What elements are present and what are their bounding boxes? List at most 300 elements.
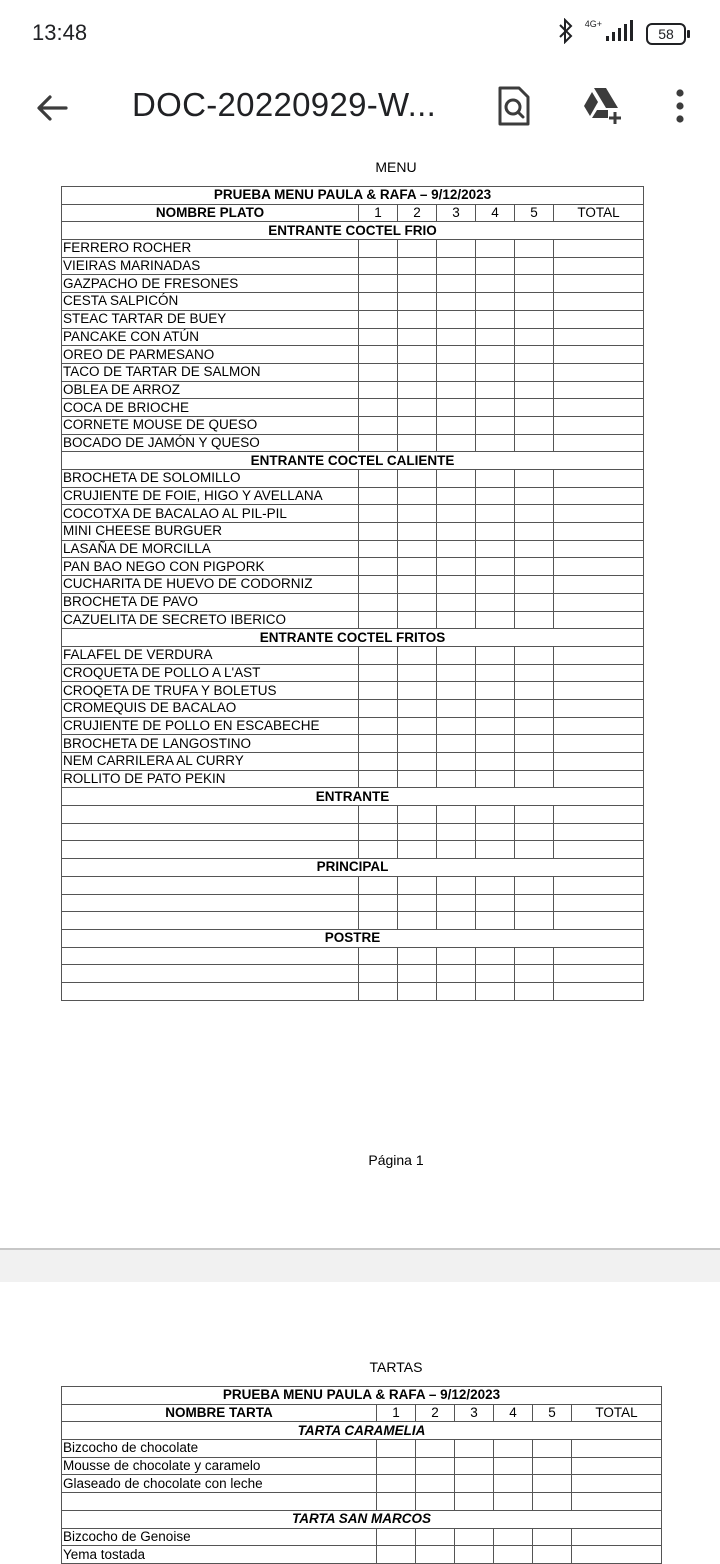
dish-name <box>62 823 359 841</box>
score-cell <box>398 240 437 258</box>
table-row <box>62 593 644 611</box>
score-cell <box>398 293 437 311</box>
dish-name <box>62 894 359 912</box>
score-cell <box>515 505 554 523</box>
score-cell <box>515 876 554 894</box>
dish-name: OBLEA DE ARROZ <box>62 381 359 399</box>
score-cell <box>533 1493 572 1511</box>
total-cell <box>554 965 644 983</box>
score-cell <box>437 310 476 328</box>
table-row <box>62 699 644 717</box>
score-cell <box>437 593 476 611</box>
score-cell <box>515 646 554 664</box>
signal-icon <box>604 20 636 47</box>
score-cell <box>437 876 476 894</box>
app-bar <box>0 66 720 157</box>
table-row <box>62 310 644 328</box>
page-header-menu: MENU <box>375 159 417 175</box>
score-cell <box>398 257 437 275</box>
table-row <box>62 965 644 983</box>
score-cell <box>437 646 476 664</box>
dish-name: BOCADO DE JAMÓN Y QUESO <box>62 434 359 452</box>
score-cell <box>476 257 515 275</box>
score-cell <box>437 576 476 594</box>
score-cell <box>515 965 554 983</box>
dish-name: LASAÑA DE MORCILLA <box>62 540 359 558</box>
more-vert-icon <box>674 88 686 124</box>
score-cell <box>515 611 554 629</box>
score-cell <box>476 611 515 629</box>
total-cell <box>554 487 644 505</box>
table-row <box>62 346 644 364</box>
total-cell <box>554 416 644 434</box>
score-cell <box>359 346 398 364</box>
dish-name: FERRERO ROCHER <box>62 240 359 258</box>
section-row <box>62 929 644 947</box>
score-cell <box>359 965 398 983</box>
column-header-5: 5 <box>515 204 554 222</box>
score-cell <box>437 275 476 293</box>
score-cell <box>476 823 515 841</box>
table-row <box>62 664 644 682</box>
total-cell <box>554 540 644 558</box>
score-cell <box>455 1493 494 1511</box>
table-row <box>62 770 644 788</box>
score-cell <box>476 576 515 594</box>
dish-name: CROQETA DE TRUFA Y BOLETUS <box>62 682 359 700</box>
dish-name <box>62 912 359 930</box>
score-cell <box>359 841 398 859</box>
score-cell <box>416 1457 455 1475</box>
score-cell <box>515 275 554 293</box>
score-cell <box>416 1475 455 1493</box>
table-row <box>62 1528 662 1546</box>
score-cell <box>476 806 515 824</box>
score-cell <box>476 275 515 293</box>
score-cell <box>398 841 437 859</box>
score-cell <box>476 876 515 894</box>
section-row <box>62 788 644 806</box>
tartas-table <box>61 1386 662 1564</box>
score-cell <box>437 399 476 417</box>
dish-name: CROMEQUIS DE BACALAO <box>62 699 359 717</box>
score-cell <box>359 611 398 629</box>
score-cell <box>359 310 398 328</box>
score-cell <box>437 894 476 912</box>
score-cell <box>476 558 515 576</box>
table-row <box>62 682 644 700</box>
score-cell <box>359 505 398 523</box>
table-row <box>62 735 644 753</box>
status-time: 13:48 <box>32 20 88 45</box>
score-cell <box>398 328 437 346</box>
score-cell <box>515 523 554 541</box>
score-cell <box>515 310 554 328</box>
score-cell <box>359 646 398 664</box>
table-title-row <box>62 187 644 205</box>
score-cell <box>437 363 476 381</box>
table-row <box>62 399 644 417</box>
score-cell <box>437 257 476 275</box>
dish-name <box>62 1493 377 1511</box>
total-cell <box>554 646 644 664</box>
table-row <box>62 982 644 1000</box>
score-cell <box>455 1457 494 1475</box>
score-cell <box>533 1475 572 1493</box>
score-cell <box>515 576 554 594</box>
score-cell <box>359 717 398 735</box>
back-button[interactable] <box>30 86 74 130</box>
score-cell <box>398 363 437 381</box>
total-cell <box>554 434 644 452</box>
table-row <box>62 841 644 859</box>
table-row <box>62 912 644 930</box>
score-cell <box>359 257 398 275</box>
score-cell <box>377 1493 416 1511</box>
score-cell <box>476 540 515 558</box>
document-viewer[interactable] <box>0 156 720 1560</box>
dish-name <box>62 965 359 983</box>
score-cell <box>533 1440 572 1458</box>
dish-name: Mousse de chocolate y caramelo <box>62 1457 377 1475</box>
score-cell <box>476 240 515 258</box>
dish-name: PAN BAO NEGO CON PIGPORK <box>62 558 359 576</box>
table-row <box>62 1475 662 1493</box>
table-row <box>62 470 644 488</box>
score-cell <box>533 1528 572 1546</box>
score-cell <box>476 416 515 434</box>
score-cell <box>455 1546 494 1564</box>
score-cell <box>398 346 437 364</box>
network-label: 4G+ <box>584 18 602 29</box>
total-cell <box>554 735 644 753</box>
score-cell <box>398 770 437 788</box>
page-number: Página 1 <box>368 1152 424 1168</box>
total-cell <box>554 912 644 930</box>
score-cell <box>437 823 476 841</box>
dish-name: CUCHARITA DE HUEVO DE CODORNIZ <box>62 576 359 594</box>
total-cell <box>554 328 644 346</box>
score-cell <box>398 381 437 399</box>
score-cell <box>515 328 554 346</box>
score-cell <box>494 1528 533 1546</box>
dish-name: PANCAKE CON ATÚN <box>62 328 359 346</box>
score-cell <box>476 947 515 965</box>
add-to-drive-button[interactable] <box>578 82 626 130</box>
dish-name: BROCHETA DE PAVO <box>62 593 359 611</box>
find-in-document-button[interactable] <box>490 82 538 130</box>
score-cell <box>437 328 476 346</box>
section-row <box>62 452 644 470</box>
score-cell <box>437 346 476 364</box>
table-row <box>62 487 644 505</box>
score-cell <box>359 947 398 965</box>
table-row <box>62 363 644 381</box>
dish-name: STEAC TARTAR DE BUEY <box>62 310 359 328</box>
score-cell <box>476 735 515 753</box>
table-title: PRUEBA MENU PAULA & RAFA – 9/12/2023 <box>62 1387 662 1405</box>
total-cell <box>554 523 644 541</box>
table-row <box>62 275 644 293</box>
column-header-5: 5 <box>533 1404 572 1422</box>
score-cell <box>476 487 515 505</box>
score-cell <box>476 753 515 771</box>
total-cell <box>554 770 644 788</box>
score-cell <box>359 523 398 541</box>
score-cell <box>437 434 476 452</box>
score-cell <box>476 310 515 328</box>
score-cell <box>515 699 554 717</box>
score-cell <box>476 293 515 311</box>
total-cell <box>572 1440 662 1458</box>
total-cell <box>572 1546 662 1564</box>
table-row <box>62 434 644 452</box>
score-cell <box>359 399 398 417</box>
score-cell <box>515 735 554 753</box>
score-cell <box>515 346 554 364</box>
score-cell <box>359 823 398 841</box>
score-cell <box>416 1546 455 1564</box>
score-cell <box>398 416 437 434</box>
column-header-total: TOTAL <box>572 1404 662 1422</box>
score-cell <box>377 1440 416 1458</box>
table-row <box>62 381 644 399</box>
score-cell <box>398 399 437 417</box>
score-cell <box>416 1528 455 1546</box>
dish-name: BROCHETA DE LANGOSTINO <box>62 735 359 753</box>
score-cell <box>476 770 515 788</box>
score-cell <box>377 1475 416 1493</box>
score-cell <box>359 576 398 594</box>
total-cell <box>554 982 644 1000</box>
score-cell <box>437 293 476 311</box>
document-title: DOC-20220929-W... <box>132 86 437 123</box>
score-cell <box>437 770 476 788</box>
score-cell <box>359 912 398 930</box>
dish-name: VIEIRAS MARINADAS <box>62 257 359 275</box>
score-cell <box>437 947 476 965</box>
table-row <box>62 894 644 912</box>
section-row <box>62 222 644 240</box>
column-header-1: 1 <box>359 204 398 222</box>
score-cell <box>398 912 437 930</box>
score-cell <box>437 611 476 629</box>
score-cell <box>515 593 554 611</box>
table-row <box>62 1457 662 1475</box>
score-cell <box>359 540 398 558</box>
score-cell <box>377 1528 416 1546</box>
dish-name: CRUJIENTE DE FOIE, HIGO Y AVELLANA <box>62 487 359 505</box>
total-cell <box>554 699 644 717</box>
total-cell <box>572 1528 662 1546</box>
dish-name <box>62 841 359 859</box>
table-title-row <box>62 1387 662 1405</box>
score-cell <box>398 540 437 558</box>
score-cell <box>476 363 515 381</box>
score-cell <box>476 699 515 717</box>
total-cell <box>554 399 644 417</box>
column-header-name: NOMBRE TARTA <box>62 1404 377 1422</box>
table-row <box>62 1493 662 1511</box>
score-cell <box>398 664 437 682</box>
score-cell <box>398 576 437 594</box>
score-cell <box>359 275 398 293</box>
score-cell <box>359 416 398 434</box>
score-cell <box>476 593 515 611</box>
score-cell <box>515 257 554 275</box>
score-cell <box>515 487 554 505</box>
table-row <box>62 753 644 771</box>
total-cell <box>554 823 644 841</box>
score-cell <box>437 558 476 576</box>
score-cell <box>515 540 554 558</box>
table-row <box>62 611 644 629</box>
column-header-4: 4 <box>494 1404 533 1422</box>
score-cell <box>437 416 476 434</box>
score-cell <box>515 470 554 488</box>
total-cell <box>554 346 644 364</box>
score-cell <box>515 982 554 1000</box>
score-cell <box>437 982 476 1000</box>
table-row <box>62 558 644 576</box>
score-cell <box>515 806 554 824</box>
total-cell <box>554 240 644 258</box>
score-cell <box>398 806 437 824</box>
score-cell <box>476 434 515 452</box>
total-cell <box>554 275 644 293</box>
score-cell <box>494 1475 533 1493</box>
section-title: ENTRANTE COCTEL CALIENTE <box>62 452 644 470</box>
total-cell <box>554 682 644 700</box>
score-cell <box>398 310 437 328</box>
score-cell <box>476 717 515 735</box>
dish-name: OREO DE PARMESANO <box>62 346 359 364</box>
score-cell <box>359 434 398 452</box>
section-row <box>62 629 644 647</box>
score-cell <box>359 664 398 682</box>
score-cell <box>398 965 437 983</box>
dish-name: ROLLITO DE PATO PEKIN <box>62 770 359 788</box>
score-cell <box>398 434 437 452</box>
table-row <box>62 1440 662 1458</box>
dish-name: CORNETE MOUSE DE QUESO <box>62 416 359 434</box>
total-cell <box>554 894 644 912</box>
score-cell <box>476 381 515 399</box>
dish-name: NEM CARRILERA AL CURRY <box>62 753 359 771</box>
total-cell <box>554 717 644 735</box>
score-cell <box>359 735 398 753</box>
score-cell <box>398 487 437 505</box>
total-cell <box>554 505 644 523</box>
more-options-button[interactable] <box>656 82 704 130</box>
score-cell <box>437 717 476 735</box>
total-cell <box>554 593 644 611</box>
score-cell <box>476 965 515 983</box>
score-cell <box>515 381 554 399</box>
score-cell <box>437 664 476 682</box>
score-cell <box>437 381 476 399</box>
dish-name <box>62 876 359 894</box>
arrow-left-icon <box>30 86 74 130</box>
score-cell <box>398 982 437 1000</box>
score-cell <box>533 1457 572 1475</box>
total-cell <box>554 611 644 629</box>
score-cell <box>398 894 437 912</box>
score-cell <box>359 240 398 258</box>
score-cell <box>515 664 554 682</box>
score-cell <box>476 399 515 417</box>
score-cell <box>359 806 398 824</box>
score-cell <box>437 240 476 258</box>
score-cell <box>359 753 398 771</box>
score-cell <box>515 753 554 771</box>
bluetooth-icon <box>557 18 575 49</box>
section-title: PRINCIPAL <box>62 859 644 877</box>
score-cell <box>437 735 476 753</box>
score-cell <box>476 664 515 682</box>
score-cell <box>359 876 398 894</box>
score-cell <box>515 912 554 930</box>
score-cell <box>476 982 515 1000</box>
table-row <box>62 947 644 965</box>
score-cell <box>398 876 437 894</box>
total-cell <box>554 381 644 399</box>
score-cell <box>476 470 515 488</box>
total-cell <box>554 310 644 328</box>
score-cell <box>515 841 554 859</box>
table-row <box>62 717 644 735</box>
score-cell <box>476 894 515 912</box>
table-row <box>62 293 644 311</box>
section-title: ENTRANTE COCTEL FRITOS <box>62 629 644 647</box>
section-title: ENTRANTE <box>62 788 644 806</box>
score-cell <box>515 363 554 381</box>
column-header-name: NOMBRE PLATO <box>62 204 359 222</box>
score-cell <box>398 682 437 700</box>
score-cell <box>476 682 515 700</box>
page-header-tartas: TARTAS <box>369 1359 423 1375</box>
table-header-row <box>62 1404 662 1422</box>
score-cell <box>359 293 398 311</box>
score-cell <box>515 399 554 417</box>
score-cell <box>437 540 476 558</box>
table-row <box>62 823 644 841</box>
dish-name: Yema tostada <box>62 1546 377 1564</box>
table-row <box>62 806 644 824</box>
score-cell <box>437 682 476 700</box>
score-cell <box>416 1440 455 1458</box>
column-header-4: 4 <box>476 204 515 222</box>
dish-name: Bizcocho de Genoise <box>62 1528 377 1546</box>
score-cell <box>377 1457 416 1475</box>
score-cell <box>437 470 476 488</box>
column-header-total: TOTAL <box>554 204 644 222</box>
score-cell <box>398 275 437 293</box>
score-cell <box>515 558 554 576</box>
dish-name: BROCHETA DE SOLOMILLO <box>62 470 359 488</box>
section-row <box>62 859 644 877</box>
dish-name: CRUJIENTE DE POLLO EN ESCABECHE <box>62 717 359 735</box>
score-cell <box>359 558 398 576</box>
score-cell <box>398 947 437 965</box>
score-cell <box>398 558 437 576</box>
score-cell <box>359 381 398 399</box>
section-title: TARTA CARAMELIA <box>62 1422 662 1440</box>
score-cell <box>398 470 437 488</box>
dish-name <box>62 806 359 824</box>
total-cell <box>554 947 644 965</box>
score-cell <box>437 841 476 859</box>
